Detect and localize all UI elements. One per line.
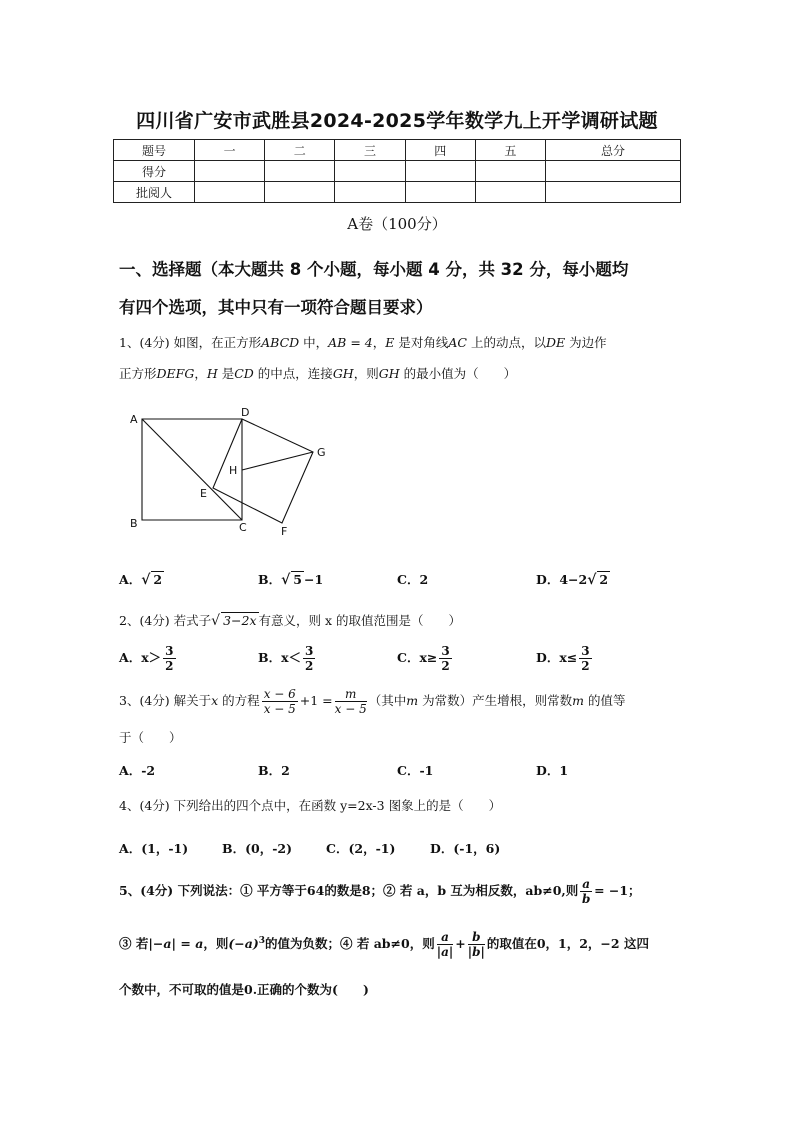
q2-option-b[interactable]: B．x＜ $\frac{3}{2}$ xyxy=(258,644,314,673)
label-h: H xyxy=(229,464,238,477)
q1-option-c[interactable]: C．2 xyxy=(397,572,429,587)
q3-option-b[interactable]: B．2 xyxy=(258,763,290,778)
header-cell: 题号 xyxy=(114,140,195,161)
q1-option-b[interactable]: B．√ 5 −1 xyxy=(258,572,324,588)
score-cell[interactable] xyxy=(475,161,545,182)
exam-title: 四川省广安市武胜县2024-2025学年数学九上开学调研试题 xyxy=(136,110,658,132)
label-c: C xyxy=(239,521,247,534)
diagonal-ac xyxy=(142,419,242,520)
header-cell: 四 xyxy=(405,140,475,161)
score-cell[interactable] xyxy=(195,161,265,182)
header-cell: 总分 xyxy=(546,140,681,161)
segment-gh xyxy=(242,452,313,470)
label-e: E xyxy=(200,487,207,500)
square-defg xyxy=(213,419,313,523)
label-b: B xyxy=(130,517,138,530)
q1-option-d[interactable]: D．4−2√ 2 xyxy=(536,572,609,588)
q4-option-b[interactable]: B．(0，-2) xyxy=(222,841,292,856)
q3-option-d[interactable]: D．1 xyxy=(536,763,569,778)
q1-option-a[interactable]: A．√ 2 xyxy=(119,572,163,588)
q1-line2: 正方形DEFG，H 是CD 的中点，连接GH，则GH 的最小值为（ ） xyxy=(119,366,517,381)
label-g: G xyxy=(317,446,326,459)
q4-stem: 4、(4分) 下列给出的四个点中，在函数 y=2x-3 图象上的是（ ） xyxy=(119,798,502,813)
section-a-subtitle: A卷（100分） xyxy=(347,215,447,233)
section1-heading-line2: 有四个选项，其中只有一项符合题目要求） xyxy=(119,298,433,317)
section1-heading-line1: 一、选择题（本大题共 8 个小题，每小题 4 分，共 32 分，每小题均 xyxy=(119,260,629,279)
score-cell[interactable] xyxy=(546,161,681,182)
grader-cell[interactable] xyxy=(546,182,681,203)
row-label: 得分 xyxy=(114,161,195,182)
grader-cell[interactable] xyxy=(405,182,475,203)
q1-geometry-figure xyxy=(120,400,340,545)
score-cell[interactable] xyxy=(335,161,405,182)
grader-cell[interactable] xyxy=(195,182,265,203)
q5-line3: 个数中，不可取的值是0.正确的个数为( ) xyxy=(119,982,369,997)
score-table-header-row xyxy=(114,140,681,161)
grader-cell[interactable] xyxy=(265,182,335,203)
header-cell: 五 xyxy=(475,140,545,161)
q3-line1: 3、(4分) 解关于x 的方程 $\frac{x - 6}{x - 5}$ +1 = $\frac{m}{x - 5}$ （其中m 为常数）产生增根，则常数m 的值等 xyxy=(119,687,626,716)
row-label: 批阅人 xyxy=(114,182,195,203)
grader-cell[interactable] xyxy=(335,182,405,203)
q5-line2: ③ 若|−a| = a，则$(-a)^3$的值为负数；④ 若 ab≠0，则 $\frac{a}{|a|}$ + $\frac{b}{|b|}$ 的取值在0，1，2，−2 这四 xyxy=(119,930,649,960)
q1-line1: 1、(4分) 如图，在正方形ABCD 中，AB = 4，E 是对角线AC 上的动点，以DE 为边作 xyxy=(119,335,607,350)
header-cell: 三 xyxy=(335,140,405,161)
grader-row xyxy=(114,182,681,203)
q4-option-c[interactable]: C．(2，-1) xyxy=(326,841,396,856)
q3-line2: 于（ ） xyxy=(119,730,182,745)
q2-option-c[interactable]: C．x≥ $\frac{3}{2}$ xyxy=(397,644,450,673)
label-d: D xyxy=(241,406,250,419)
score-table xyxy=(113,139,681,203)
q5-line1: 5、(4分) 下列说法：① 平方等于64的数是8；② 若 a，b 互为相反数，ab≠0,则 $\frac{a}{b}$ = −1； xyxy=(119,877,641,906)
grader-cell[interactable] xyxy=(475,182,545,203)
score-row xyxy=(114,161,681,182)
q2-option-a[interactable]: A．x＞ $\frac{3}{2}$ xyxy=(119,644,174,673)
label-f: F xyxy=(281,525,288,538)
q3-option-a[interactable]: A．-2 xyxy=(119,763,156,778)
q2-stem: 2、(4分) 若式子√ 3−2x 有意义，则 x 的取值范围是（ ） xyxy=(119,613,461,629)
q3-option-c[interactable]: C．-1 xyxy=(397,763,434,778)
q4-option-a[interactable]: A．(1，-1) xyxy=(119,841,189,856)
q2-option-d[interactable]: D．x≤ $\frac{3}{2}$ xyxy=(536,644,590,673)
header-cell: 二 xyxy=(265,140,335,161)
score-cell[interactable] xyxy=(265,161,335,182)
header-cell: 一 xyxy=(195,140,265,161)
q4-option-d[interactable]: D．(-1，6) xyxy=(430,841,501,856)
score-cell[interactable] xyxy=(405,161,475,182)
label-a: A xyxy=(130,413,138,426)
